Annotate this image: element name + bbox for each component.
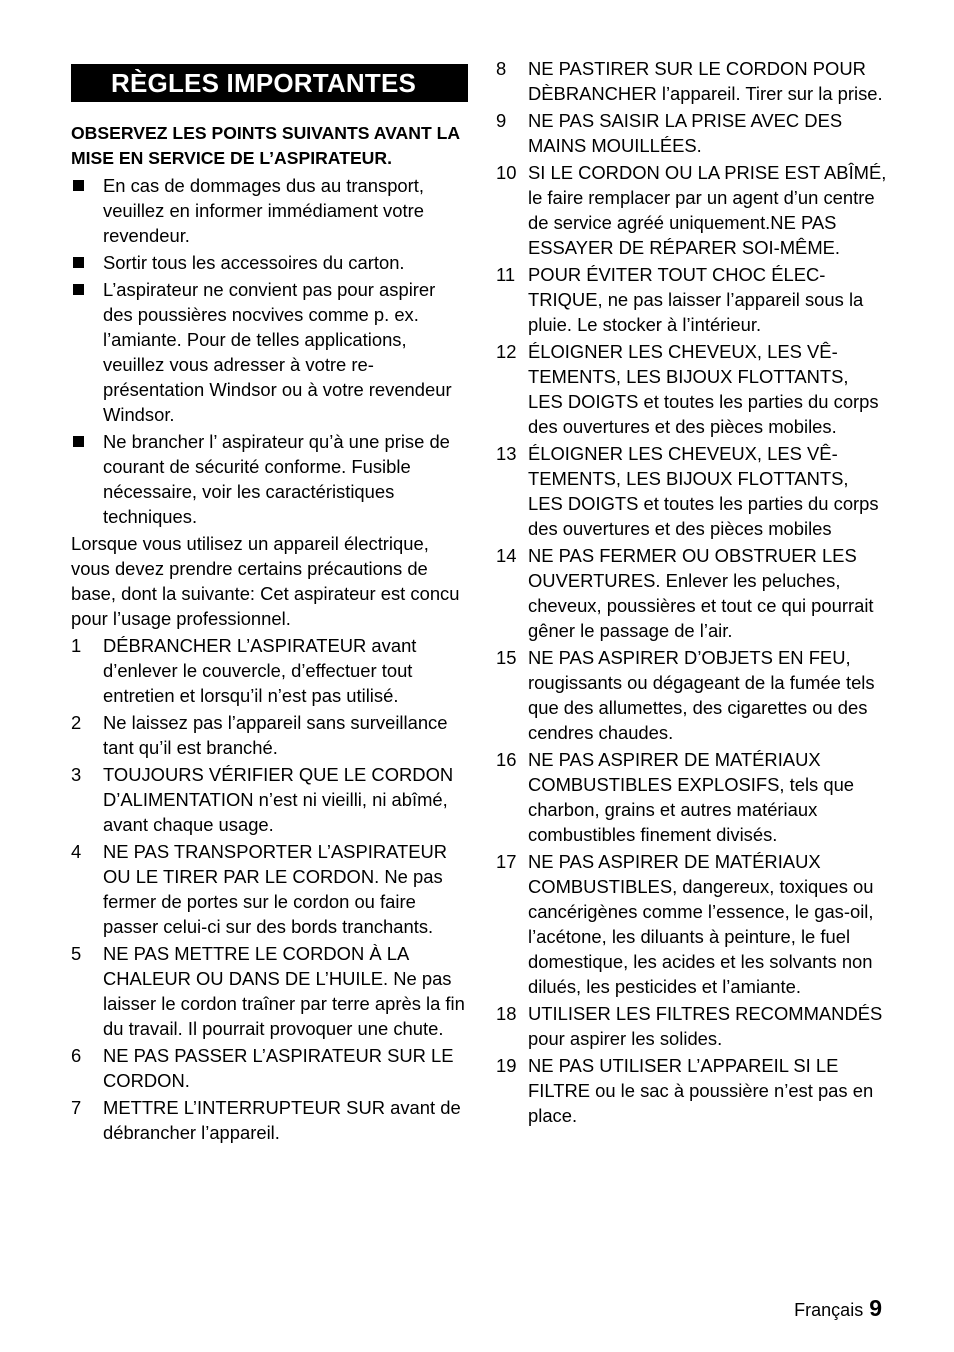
- item-text: ÉLOIGNER LES CHEVEUX, LES VÊTEMENTS, LES BIJOUX FLOTTANTS, LES DOIGTS et toutes les parties du corps des ouvertures et des pièces mobiles: [528, 443, 879, 539]
- numbered-item: [71, 1095, 468, 1145]
- footer-language: Français: [794, 1300, 864, 1320]
- bullet-text: L’aspirateur ne convient pas pour aspirer des poussières nocvives comme p. ex. l’amiante. Pour de telles applications, veuillez vous adresser à votre représentation Windsor ou à votre revendeur Windsor.: [103, 279, 452, 425]
- bullet-text: Sortir tous les accessoires du carton.: [103, 252, 405, 273]
- square-bullet-icon: [71, 277, 103, 427]
- intro-heading: OBSERVEZ LES POINTS SUIVANTS AVANT LA MISE EN SERVICE DE L’ASPIRATEUR.: [71, 123, 460, 168]
- item-number: 19: [496, 1055, 517, 1076]
- item-text: UTILISER LES FILTRES RECOMMANDÉS pour aspirer les solides.: [528, 1003, 883, 1049]
- bullet-text: Ne brancher l’ aspirateur qu’à une prise de courant de sécurité conforme. Fusible nécessaire, voir les caractéristiques techniques.: [103, 431, 450, 527]
- bullet-item: [71, 173, 468, 248]
- item-text: ÉLOIGNER LES CHEVEUX, LES VÊTEMENTS, LES BIJOUX FLOTTANTS, LES DOIGTS et toutes les parties du corps des ouvertures et des pièces mobiles.: [528, 341, 879, 437]
- item-number: 6: [71, 1045, 82, 1066]
- item-number: 14: [496, 545, 517, 566]
- item-text: NE PAS SAISIR LA PRISE AVEC DES MAINS MOUILLÉES.: [528, 110, 843, 156]
- item-text: NE PAS UTILISER L’APPAREIL SI LE FILTRE ou le sac à poussière n’est pas en place.: [528, 1055, 874, 1126]
- bullet-text: En cas de dommages dus au transport, veuillez en informer immédiament votre revendeur.: [103, 175, 424, 246]
- numbered-list-left: [71, 633, 468, 1145]
- item-text: NE PAS TRANSPORTER L’ASPIRATEUR OU LE TIRER PAR LE CORDON. Ne pas fermer de portes sur le cordon ou faire passer celui-ci sur des bords tranchants.: [103, 841, 448, 937]
- square-bullet-icon: [71, 173, 103, 248]
- item-number: 12: [496, 341, 517, 362]
- numbered-item: [496, 1053, 888, 1128]
- intro-paragraph: Lorsque vous utilisez un appareil électrique, vous devez prendre certains précautions de base, dont la suivante: Cet aspirateur est concu pour l’usage professionnel.: [71, 533, 460, 629]
- numbered-item: [496, 849, 888, 999]
- item-number: 1: [71, 635, 82, 656]
- item-text: NE PAS ASPIRER D’OBJETS EN FEU, rougissants ou dégageant de la fumée tels que des allumettes, des cigarettes ou des cendres chaudes.: [528, 647, 875, 743]
- item-text: SI LE CORDON OU LA PRISE EST ABÎMÉ, le faire remplacer par un agent d’un centre de service agréé uniquement.NE PAS ESSAYER DE RÉPARER SOI-MÊME.: [528, 162, 887, 258]
- numbered-item: [71, 941, 468, 1041]
- numbered-item: [496, 1001, 888, 1051]
- item-text: NE PAS PASSER L’ASPIRATEUR SUR LE CORDON.: [103, 1045, 454, 1091]
- numbered-item: [71, 839, 468, 939]
- square-bullet-icon: [71, 429, 103, 529]
- bullet-item: [71, 277, 468, 427]
- item-text: POUR ÉVITER TOUT CHOC ÉLECTRIQUE, ne pas laisser l’appareil sous la pluie. Le stocker à l’intérieur.: [528, 264, 864, 335]
- item-text: Ne laissez pas l’appareil sans surveillance tant qu’il est branché.: [103, 712, 448, 758]
- item-number: 13: [496, 443, 517, 464]
- item-text: TOUJOURS VÉRIFIER QUE LE CORDON D’ALIMENTATION n’est ni vieilli, ni abîmé, avant chaque usage.: [103, 764, 454, 835]
- item-text: METTRE L’INTERRUPTEUR SUR avant de débrancher l’appareil.: [103, 1097, 461, 1143]
- numbered-item: [71, 1043, 468, 1093]
- numbered-item: [71, 710, 468, 760]
- item-number: 16: [496, 749, 517, 770]
- numbered-item: [496, 645, 888, 745]
- numbered-item: [496, 262, 888, 337]
- item-number: 15: [496, 647, 517, 668]
- bullet-item: [71, 429, 468, 529]
- page-number: 9: [869, 1295, 882, 1321]
- page-footer: [794, 1293, 882, 1325]
- item-text: NE PAS FERMER OU OBSTRUER LES OUVERTURES. Enlever les peluches, cheveux, poussières et tout ce qui pourrait gêner le passage de l’air.: [528, 545, 874, 641]
- item-text: NE PAS METTRE LE CORDON À LA CHALEUR OU DANS DE L’HUILE. Ne pas laisser le cordon traîner par terre après la fin du travail. Il pourrait provoquer une chute.: [103, 943, 465, 1039]
- left-column: [71, 56, 468, 1145]
- item-number: 9: [496, 110, 507, 131]
- item-number: 11: [496, 264, 516, 285]
- numbered-item: [496, 747, 888, 847]
- numbered-item: [496, 56, 888, 106]
- bullet-list: [71, 173, 468, 529]
- item-number: 5: [71, 943, 82, 964]
- item-text: NE PAS ASPIRER DE MATÉRIAUX COMBUSTIBLES, dangereux, toxiques ou cancérigènes comme l’essence, le gas-oil, l’acétone, les diluants à peinture, le fuel domestique, les acides et les solvants non dilués, les pesticides et l’amiante.: [528, 851, 874, 997]
- item-number: 10: [496, 162, 517, 183]
- numbered-item: [496, 108, 888, 158]
- numbered-item: [496, 160, 888, 260]
- item-text: NE PASTIRER SUR LE CORDON POUR DÈBRANCHER l’appareil. Tirer sur la prise.: [528, 58, 883, 104]
- numbered-item: [496, 543, 888, 643]
- item-text: DÉBRANCHER L’ASPIRATEUR avant d’enlever le couvercle, d’effectuer tout entretien et lorsqu’il n’est pas utilisé.: [103, 635, 417, 706]
- item-number: 2: [71, 712, 82, 733]
- item-number: 7: [71, 1097, 82, 1118]
- section-title: RÈGLES IMPORTANTES: [71, 64, 468, 102]
- item-number: 18: [496, 1003, 517, 1024]
- right-column: [496, 56, 888, 1128]
- item-text: NE PAS ASPIRER DE MATÉRIAUX COMBUSTIBLES EXPLOSIFS, tels que charbon, grains et autres matériaux combustibles finement divisés.: [528, 749, 855, 845]
- item-number: 3: [71, 764, 82, 785]
- numbered-item: [496, 339, 888, 439]
- numbered-list-right: [496, 56, 888, 1128]
- item-number: 17: [496, 851, 517, 872]
- bullet-item: [71, 250, 468, 275]
- item-number: 4: [71, 841, 82, 862]
- square-bullet-icon: [71, 250, 103, 275]
- numbered-item: [71, 633, 468, 708]
- numbered-item: [496, 441, 888, 541]
- numbered-item: [71, 762, 468, 837]
- item-number: 8: [496, 58, 507, 79]
